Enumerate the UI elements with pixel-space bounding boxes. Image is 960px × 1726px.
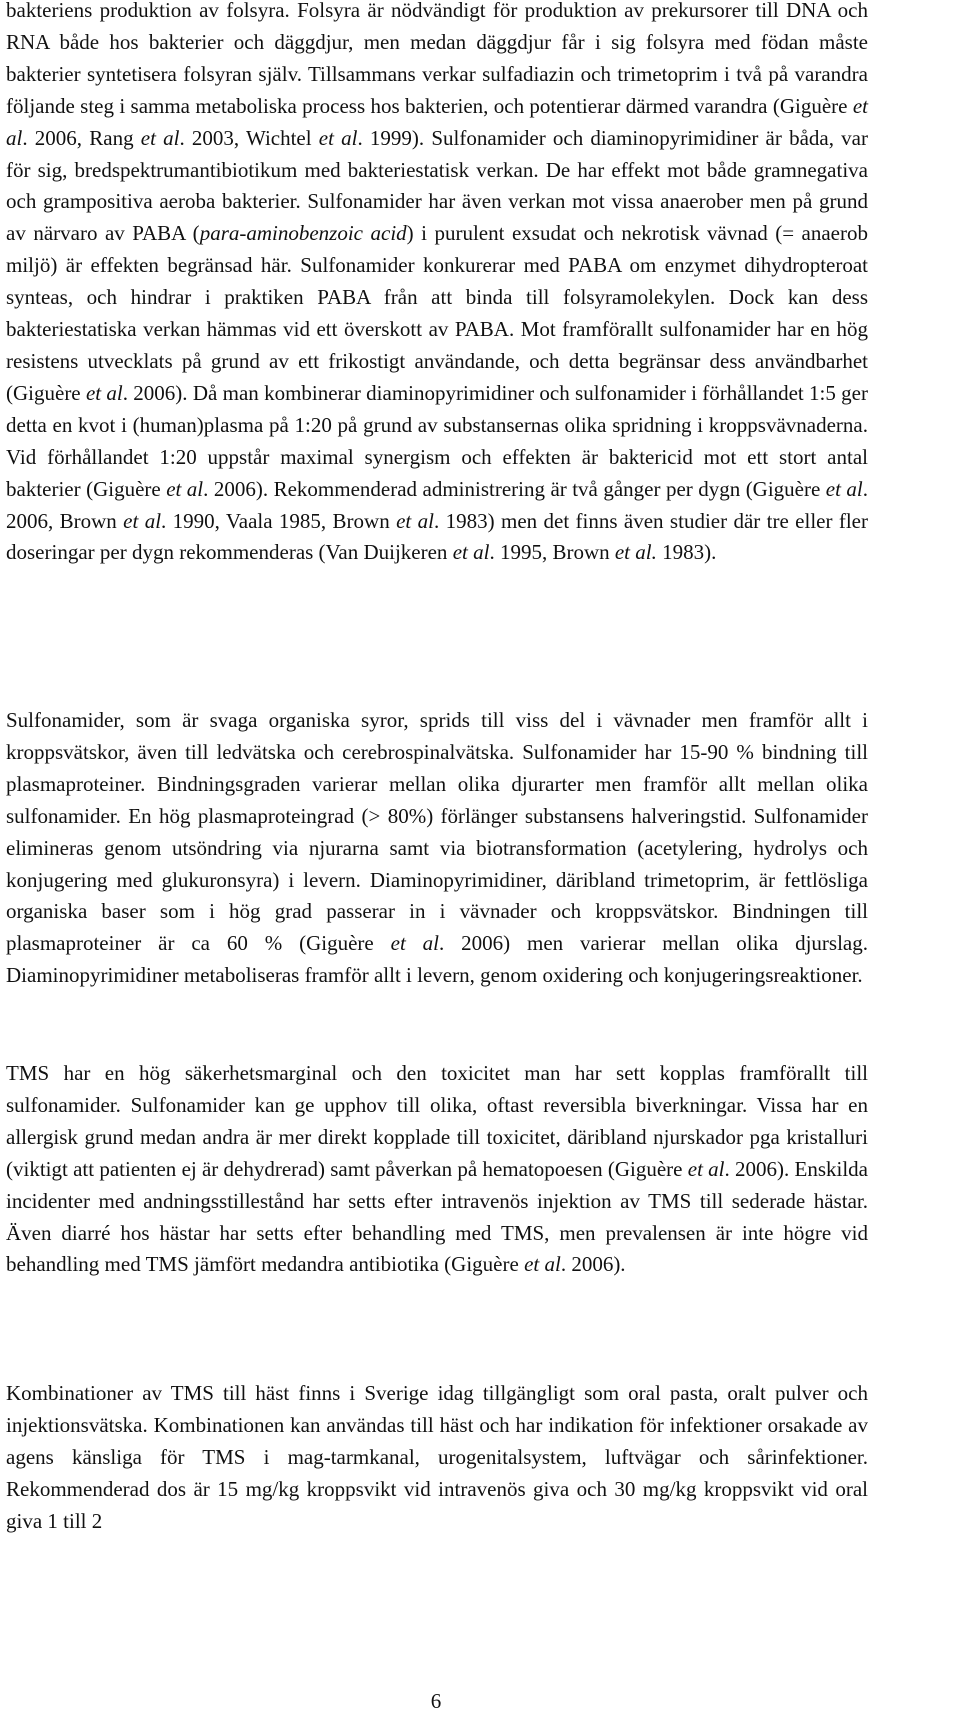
text-run: . 2006). Rekommenderad administrering är två gånger per dygn (Giguère xyxy=(203,476,826,501)
italic-text-run: et al xyxy=(85,380,123,405)
italic-text-run: et al xyxy=(123,508,162,533)
italic-text-run: para-aminobenzoic acid xyxy=(199,221,407,246)
italic-text-run: et al xyxy=(524,1252,561,1277)
italic-text-run: et al xyxy=(452,540,490,565)
text-run: ) i purulent exsudat och nekrotisk vävnad (= anaerob miljö) är effekten begränsad här. Sulfonamider konkurerar med PABA om enzymet dihydropteroat synteas, och hindrar i praktiken PABA från att binda till folsyramolekylen. Dock kan dess bakteriestatiska verkan hämmas vid ett överskott av PABA. Mot framförallt sulfonamider har en hög resistens utvecklats på grund av ett frikostigt användande, och detta begränsar dess användbarhet (Giguère xyxy=(6,221,868,405)
italic-text-run: et al xyxy=(6,93,868,150)
text-run: . 2006). Enskilda incidenter med andningsstillestånd har setts efter intravenös injektion av TMS till sederade hästar. Även diarré hos hästar har setts efter behandling med TMS, men prevalensen är inte högre vid behandling med TMS jämfört medandra antibiotika (Giguère xyxy=(6,1156,869,1277)
page-number: 6 xyxy=(430,1689,442,1713)
paragraph-1 xyxy=(6,0,868,569)
italic-text-run: et al. xyxy=(614,540,657,565)
text-run: TMS har en hög säkerhetsmarginal och den toxicitet man har sett kopplas framförallt till sulfonamider. Sulfonamider kan ge upphov till olika, oftast reversibla biverkningar. Vissa har en allergisk grund medan andra är mer direkt kopplade till toxicitet, däribland njurskador pga kristalluri (viktigt att patienten ej är dehydrerad) samt påverkan på hematopoesen (Giguère xyxy=(6,1061,868,1181)
italic-text-run: et al xyxy=(687,1156,725,1181)
italic-text-run: et al xyxy=(396,508,434,533)
text-run: bakteriens produktion av folsyra. Folsyra är nödvändigt för produktion av prekursorer till DNA och RNA både hos bakterier och däggdjur, men medan däggdjur får i sig folsyra med födan måste bakterier syntetisera folsyran själv. Tillsammans verkar sulfadiazin och trimetoprim i två på varandra följande steg i samma metaboliska process hos bakterien, och potentierar därmed varandra (Giguère xyxy=(6,0,868,118)
text-run: Kombinationer av TMS till häst finns i Sverige idag tillgängligt som oral pasta, oralt pulver och injektionsvätska. Kombinationen kan användas till häst och har indikation för infektioner orsakade av agens känsliga för TMS i mag-tarmkanal, urogenitalsystem, luftvägar och sårinfektioner. Rekommenderad dos är 15 mg/kg kroppsvikt vid intravenös giva och 30 mg/kg kroppsvikt vid oral giva 1 till 2 xyxy=(6,1381,868,1533)
text-run: 1983). xyxy=(656,540,717,565)
text-run: . 2006, Rang xyxy=(22,125,141,150)
paragraph-2 xyxy=(6,705,868,992)
text-run: . 2006). xyxy=(560,1252,626,1277)
text-run: . 2006). Då man kombinerar diaminopyrimidiner och sulfonamider i förhållandet 1:5 ger detta en kvot i (human)plasma på 1:20 på grund av substansernas olika spridning i kroppsvävnaderna. Vid förhållandet 1:20 uppstår maximal synergism och effekten är baktericid mot ett stort antal bakterier (Giguère xyxy=(6,380,868,501)
text-run: . 1999). Sulfonamider och diaminopyrimidiner är båda, var för sig, bredspektrumantibiotikum med bakteriestatisk verkan. De har effekt mot både gramnegativa och grampositiva aeroba bakterier. Sulfonamider har även verkan mot vissa anaerober men på grund av närvaro av PABA ( xyxy=(6,125,868,246)
text-run: . 1995, Brown xyxy=(489,540,615,565)
italic-text-run: et al xyxy=(390,931,440,956)
text-run: Sulfonamider, som är svaga organiska syror, sprids till viss del i vävnader men framför allt i kroppsvätskor, även till ledvätska och cerebrospinalvätska. Sulfonamider har 15-90 % bindning till plasmaproteiner. Bindningsgraden varierar mellan olika djurarter men framför allt mellan olika sulfonamider. En hög plasmaproteingrad (> 80%) förlänger substansens halveringstid. Sulfonamider elimineras genom utsöndring via njurarna samt via biotransformation (acetylering, hydrolys och konjugering med glukuronsyra) i levern. Diaminopyrimidiner, däribland trimetoprim, är fettlösliga organiska baser som i hög grad passerar in i vävnader och kroppsvätskor. Bindningen till plasmaproteiner är ca 60 % (Giguère xyxy=(6,708,868,956)
text-run: . 1990, Vaala 1985, Brown xyxy=(161,508,397,533)
italic-text-run: et al xyxy=(140,125,180,150)
paragraph-3 xyxy=(6,1058,868,1281)
text-run: . 2006) men varierar mellan olika djurslag. Diaminopyrimidiner metaboliseras framför allt i levern, genom oxidering och konjugeringsreaktioner. xyxy=(6,931,869,988)
text-run: . 1983) men det finns även studier där tre eller fler doseringar per dygn rekommenderas (Van Duijkeren xyxy=(6,508,869,565)
italic-text-run: et al xyxy=(318,125,358,150)
text-run: . 2003, Wichtel xyxy=(179,125,319,150)
italic-text-run: et al xyxy=(166,476,204,501)
paragraph-4 xyxy=(6,1378,868,1538)
text-run: . 2006, Brown xyxy=(6,476,869,533)
italic-text-run: et al xyxy=(825,476,863,501)
